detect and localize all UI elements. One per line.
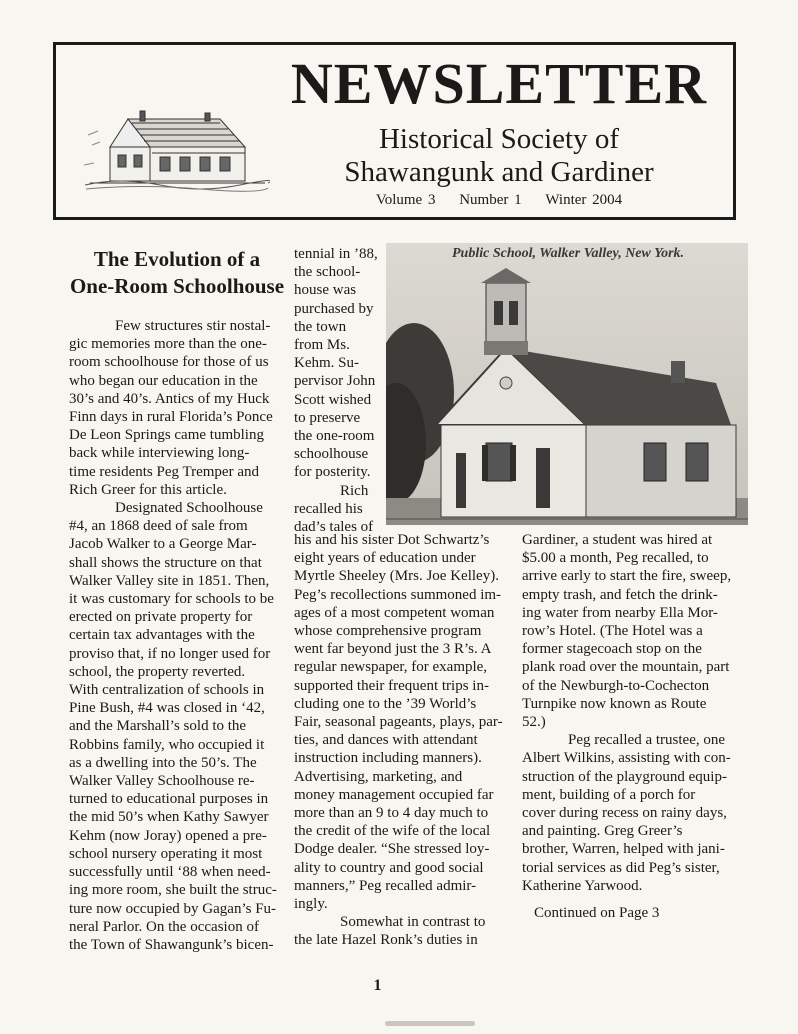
article-column-1	[69, 317, 283, 954]
text-line: brother, Warren, helped with jani-	[522, 841, 725, 858]
text-line: whose comprehensive program	[294, 623, 482, 640]
page-number: 1	[373, 977, 382, 994]
text-line: from Ms.	[294, 337, 350, 354]
text-line: Designated Schoolhouse	[115, 500, 263, 517]
text-line: time residents Peg Tremper and	[69, 463, 259, 480]
text-line: and painting. Greg Greer’s	[522, 823, 683, 840]
continued-note: Continued on Page 3	[534, 905, 660, 921]
text-line: #4, an 1868 deed of sale from	[69, 518, 248, 535]
text-line: shall shows the structure on that	[69, 554, 262, 571]
society-name	[279, 123, 719, 189]
text-line: Somewhat in contrast to	[340, 914, 486, 931]
text-line: Myrtle Sheeley (Mrs. Joe Kelley).	[294, 568, 499, 585]
text-line: erected on private property for	[69, 609, 253, 626]
text-line: Rich Greer for this article.	[69, 481, 227, 498]
text-line: arrive early to start the fire, sweep,	[522, 568, 732, 585]
text-line: ture now occupied by Gagan’s Fu-	[69, 900, 277, 917]
text-line: manners,” Peg recalled admir-	[294, 877, 477, 894]
text-line: and the Marshall’s sold to the	[69, 718, 247, 735]
text-line: Kehm. Su-	[294, 355, 359, 372]
text-line: Rich	[340, 482, 369, 499]
text-line: purchased by	[294, 300, 374, 317]
text-line: pervisor John	[294, 373, 376, 390]
text-line: the school-	[294, 264, 361, 281]
text-line: room schoolhouse for those of us	[69, 354, 269, 371]
text-line: instruction including manners).	[294, 750, 482, 767]
text-line: 30’s and 40’s. Antics of my Huck	[69, 390, 270, 407]
text-line: cluding one to the ’39 World’s	[294, 695, 477, 712]
text-line: Robbins family, who occupied it	[69, 736, 265, 753]
schoolhouse-photo	[386, 243, 748, 525]
text-line: Pine Bush, #4 was closed in ‘42,	[69, 700, 265, 717]
text-line: Katherine Yarwood.	[522, 877, 643, 894]
text-line: Fair, seasonal pageants, plays, par-	[294, 714, 503, 731]
text-line: certain tax advantages with the	[69, 627, 255, 644]
text-line: Scott wished	[294, 391, 372, 408]
text-line: 52.)	[522, 714, 546, 731]
headline-line1: The Evolution of a	[93, 247, 261, 271]
text-line: proviso that, if no longer used for	[69, 645, 271, 662]
text-line: went far beyond just the 3 R’s. A	[294, 641, 492, 658]
text-line: Walker Valley Schoolhouse re-	[69, 773, 255, 790]
text-line: Turnpike now known as Route	[522, 695, 707, 712]
society-name-line2: Shawangunk and Gardiner	[344, 156, 654, 188]
text-line: gic memories more than the one-	[69, 336, 267, 353]
text-line: house was	[294, 282, 357, 299]
text-line: ality to country and good social	[294, 859, 484, 876]
text-line: struction of the playground equip-	[522, 768, 727, 785]
text-line: empty trash, and fetch the drink-	[522, 586, 718, 603]
text-line: turned to educational purposes in	[69, 791, 269, 808]
article-column-3	[522, 531, 742, 895]
number-label: Number 1	[459, 192, 522, 208]
text-line: torial services as did Peg’s sister,	[522, 859, 720, 876]
text-line: the credit of the wife of the local	[294, 823, 491, 840]
text-line: Finn days in rural Florida’s Ponce	[69, 409, 273, 426]
photo-caption: Public School, Walker Valley, New York.	[452, 246, 685, 261]
headline-line2: One-Room Schoolhouse	[69, 274, 285, 298]
society-name-line1: Historical Society of	[378, 123, 619, 155]
text-line: Kehm (now Joray) opened a pre-	[69, 827, 267, 844]
text-line: plank road over the mountain, part	[522, 659, 730, 676]
text-line: Jacob Walker to a George Mar-	[69, 536, 257, 553]
text-line: the town	[294, 318, 347, 335]
text-line: ing more room, she built the struc-	[69, 882, 277, 899]
text-line: former stagecoach stop on the	[522, 641, 702, 658]
season-label: Winter 2004	[545, 192, 623, 208]
text-line: With centralization of schools in	[69, 682, 265, 699]
paper-smudge	[385, 1021, 475, 1026]
text-line: ages of a most competent woman	[294, 604, 495, 621]
text-line: supported their frequent trips in-	[294, 677, 489, 694]
text-line: school, the property reverted.	[69, 663, 246, 680]
text-line: the late Hazel Ronk’s duties in	[294, 932, 478, 949]
text-line: Peg recalled a trustee, one	[568, 732, 726, 749]
text-line: De Leon Springs came tumbling	[69, 427, 264, 444]
text-line: school nursery operating it most	[69, 845, 263, 862]
text-line: of the Newburgh-to-Cochecton	[522, 677, 710, 694]
text-line: Peg’s recollections summoned im-	[294, 586, 502, 603]
text-line: $5.00 a month, Peg recalled, to	[522, 550, 709, 567]
text-line: the mid 50’s when Kathy Sawyer	[69, 809, 269, 826]
article-headline	[64, 246, 290, 300]
text-line: the Town of Shawangunk’s bicen-	[69, 936, 274, 953]
text-line: money management occupied far	[294, 786, 494, 803]
text-line: the one-room	[294, 428, 375, 445]
text-line: who began our education in the	[69, 372, 258, 389]
text-line: ties, and dances with attendant	[294, 732, 478, 749]
text-line: Walker Valley site in 1851. Then,	[69, 572, 270, 589]
text-line: successfully until ‘88 when need-	[69, 864, 271, 881]
text-line: back while interviewing long-	[69, 445, 250, 462]
text-line: row’s Hotel. (The Hotel was a	[522, 623, 703, 640]
text-line: ment, building of a porch for	[522, 786, 696, 803]
text-line: ingly.	[294, 896, 328, 913]
text-line: dad’s tales of	[294, 519, 374, 536]
text-line: as a dwelling into the 50’s. The	[69, 754, 257, 771]
text-line: ing water from nearby Ella Mor-	[522, 604, 718, 621]
text-line: Albert Wilkins, assisting with con-	[522, 750, 731, 767]
article-column-2-bottom	[294, 531, 514, 950]
text-line: recalled his	[294, 500, 363, 517]
masthead-box	[53, 42, 736, 220]
volume-label: Volume 3	[375, 192, 436, 208]
text-line: Dodge dealer. “She stressed loy-	[294, 841, 490, 858]
text-line: for posterity.	[294, 464, 371, 481]
text-line: Few structures stir nostal-	[115, 318, 271, 334]
article-column-2-top	[294, 245, 384, 536]
text-line: eight years of education under	[294, 550, 476, 567]
text-line: schoolhouse	[294, 446, 369, 463]
text-line: Advertising, marketing, and	[294, 768, 463, 785]
text-line: cover during recess on rainy days,	[522, 805, 727, 822]
text-line: to preserve	[294, 409, 361, 426]
text-line: regular newspaper, for example,	[294, 659, 488, 676]
text-line: more than an 9 to 4 day much to	[294, 805, 489, 822]
issue-info	[279, 192, 719, 209]
text-line: his and his sister Dot Schwartz’s	[294, 532, 490, 548]
text-line: Gardiner, a student was hired at	[522, 532, 713, 548]
text-line: tennial in ’88,	[294, 246, 378, 262]
text-line: neral Parlor. On the occasion of	[69, 918, 259, 935]
schoolhouse-sketch-icon	[80, 105, 270, 195]
text-line: it was customary for schools to be	[69, 591, 274, 608]
newsletter-title: NEWSLETTER	[290, 51, 708, 116]
